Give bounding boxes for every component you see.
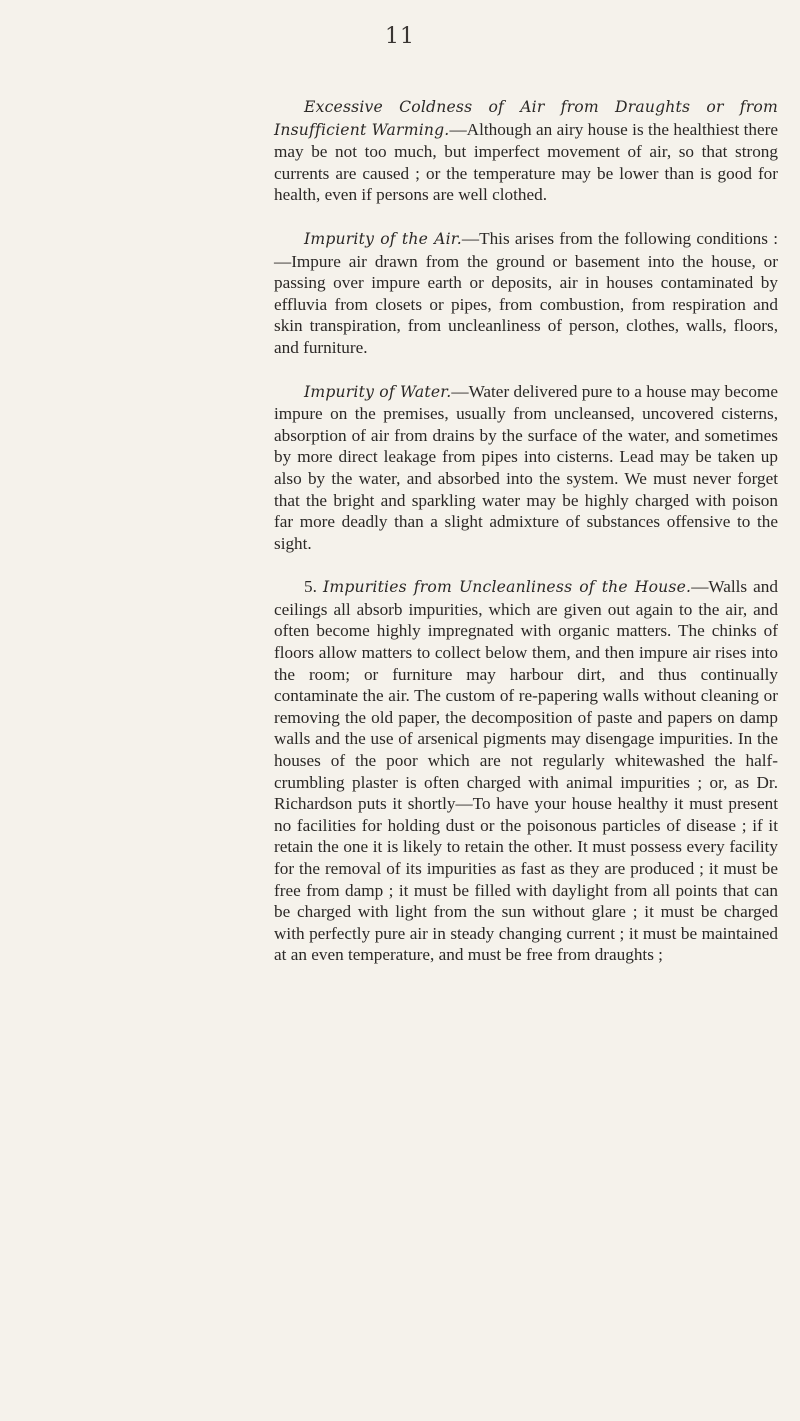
page-number: 11	[385, 24, 415, 49]
paragraph-impurity-air	[274, 228, 778, 359]
paragraph-heading: Impurity of the Air.	[304, 229, 462, 248]
paragraph-text: —Although an airy house is the healthiest there may be not too much, but imperfect movement of air, so that strong currents are caused ; or the temperature may be lower than is good for health, even if persons are well clothed.	[274, 119, 778, 205]
paragraph-heading: Impurities from Uncleanliness of the House.	[322, 578, 692, 597]
paragraph-number: 5.	[304, 577, 317, 597]
paragraph-heading: Excessive Coldness of Air from Draughts or from Insufficient Warming.	[274, 98, 778, 139]
paragraph-uncleanliness	[274, 576, 778, 966]
paragraph-text: —This arises from the following conditions :—Impure air drawn from the ground or basement into the house, or passing over impure earth or deposits, air in houses contaminated by effluvia from closets or pipes, from combustion, from respiration and skin transpiration, from uncleanliness of person, clothes, walls, floors, and furniture.	[274, 228, 778, 357]
paragraph-text: —Walls and ceilings all absorb impurities, which are given out again to the air, and often become highly impregnated with organic matters. The chinks of floors allow matters to collect below them, and then impure air rises into the room; or furniture may harbour dirt, and thus continually contaminate the air. The custom of re-papering walls without cleaning or removing the old paper, the decomposition of paste and papers on damp walls and the use of arsenical pigments may disengage impurities. In the houses of the poor which are not regularly whitewashed the half-crumbling plaster is often charged with animal impurities ; or, as Dr. Richardson puts it shortly—To have your house healthy it must present no facilities for holding dust or the poisonous particles of disease ; if it retain the one it is likely to retain the other. It must possess every facility for the removal of its impurities as fast as they are produced ; it must be free from damp ; it must be filled with daylight from all points that can be charged with light from the sun without glare ; it must be charged with perfectly pure air in steady changing current ; it must be maintained at an even temperature, and must be free from draughts ;	[274, 577, 778, 965]
body-text	[274, 96, 778, 988]
paragraph-text: —Water delivered pure to a house may become impure on the premises, usually from uncleansed, uncovered cisterns, absorption of air from drains by the surface of the water, and sometimes by more direct leakage from pipes into cisterns. Lead may be taken up also by the water, and absorbed into the system. We must never forget that the bright and sparkling water may be highly charged with poison far more deadly than a slight admixture of substances offensive to the sight.	[274, 381, 778, 553]
paragraph-heading: Impurity of Water.	[304, 382, 452, 401]
paragraph-impurity-water	[274, 381, 778, 555]
paragraph-cold-air	[274, 96, 778, 206]
